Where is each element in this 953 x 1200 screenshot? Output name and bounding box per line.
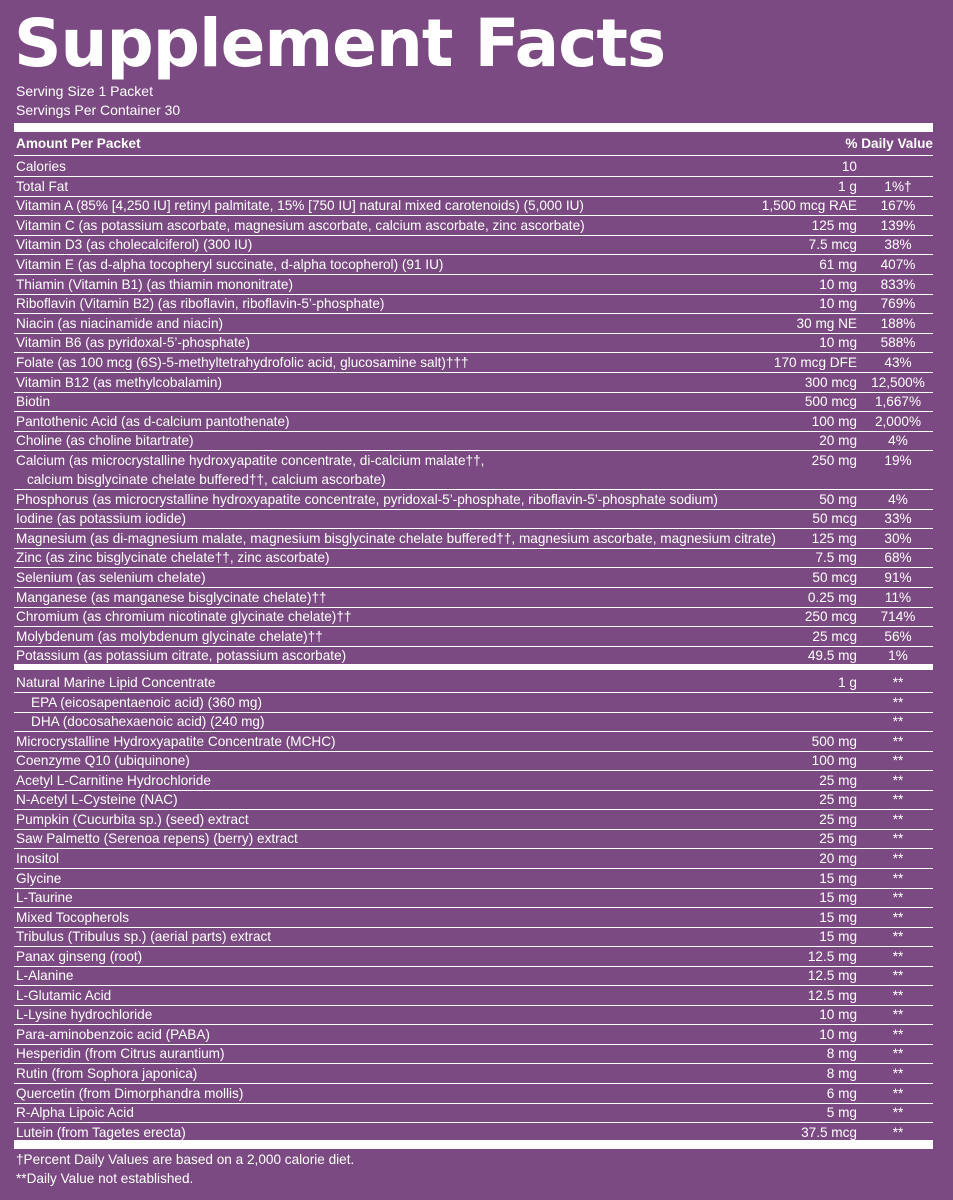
ingredient-name: Coenzyme Q10 (ubiquinone) xyxy=(16,753,190,769)
table-row xyxy=(16,1025,933,1044)
ingredient-amount: 25 mg xyxy=(819,772,857,788)
ingredient-name: EPA (eicosapentaenoic acid) (360 mg) xyxy=(31,694,262,710)
ingredient-name: Phosphorus (as microcrystalline hydroxyapatite concentrate, pyridoxal-5’-phosphate, riboflavin-5’-phosphate sodium) xyxy=(16,491,718,507)
table-row xyxy=(16,646,933,665)
ingredient-name-continued: calcium bisglycinate chelate buffered††, calcium ascorbate) xyxy=(27,472,386,487)
ingredient-amount: 10 mg xyxy=(819,296,857,312)
ingredient-amount: 25 mg xyxy=(819,792,857,808)
table-row xyxy=(16,255,933,274)
ingredient-name: Vitamin B6 (as pyridoxal-5’-phosphate) xyxy=(16,335,250,351)
ingredient-name: Tribulus (Tribulus sp.) (aerial parts) extract xyxy=(16,929,272,945)
thick-divider xyxy=(14,123,933,132)
ingredient-name: Hesperidin (from Citrus aurantium) xyxy=(16,1046,225,1062)
table-row xyxy=(16,1084,933,1103)
table-row xyxy=(16,810,933,829)
ingredient-name: Potassium (as potassium citrate, potassium ascorbate) xyxy=(16,648,347,664)
table-row xyxy=(16,1103,933,1122)
ingredient-name: Vitamin E (as d-alpha tocopheryl succinate, d-alpha tocopherol) (91 IU) xyxy=(16,257,444,272)
table-row xyxy=(16,732,933,751)
ingredient-daily-value: 769% xyxy=(880,296,916,312)
table-row xyxy=(16,373,933,392)
ingredient-daily-value: 1,667% xyxy=(874,394,922,410)
ingredient-amount: 61 mg xyxy=(819,257,857,272)
ingredient-name: Chromium (as chromium nicotinate glycinate chelate)†† xyxy=(16,609,352,625)
table-row xyxy=(16,986,933,1005)
ingredient-daily-value: ** xyxy=(892,1026,904,1042)
table-row xyxy=(16,275,933,294)
ingredient-amount: 6 mg xyxy=(826,1085,857,1101)
ingredient-amount: 20 mg xyxy=(819,850,857,866)
ingredient-daily-value: 407% xyxy=(880,257,916,272)
table-row xyxy=(16,869,933,888)
ingredient-daily-value: 833% xyxy=(880,276,916,292)
ingredient-daily-value: ** xyxy=(892,929,904,945)
ingredient-name: Inositol xyxy=(16,850,60,866)
ingredient-daily-value: ** xyxy=(892,1007,904,1023)
ingredient-name: Riboflavin (Vitamin B2) (as riboflavin, riboflavin-5’-phosphate) xyxy=(16,296,385,312)
ingredient-name: Selenium (as selenium chelate) xyxy=(16,570,206,585)
ingredient-daily-value: ** xyxy=(892,675,904,690)
ingredient-daily-value: ** xyxy=(892,1046,904,1062)
ingredient-daily-value: 2,000% xyxy=(874,413,922,429)
ingredient-daily-value: ** xyxy=(892,1066,904,1081)
ingredient-amount: 500 mg xyxy=(811,733,857,749)
ingredient-amount: 125 mg xyxy=(811,217,857,233)
ingredient-amount: 12.5 mg xyxy=(807,968,857,984)
ingredient-amount: 10 mg xyxy=(819,335,857,351)
ingredient-amount: 100 mg xyxy=(811,413,857,429)
ingredient-name: L-Lysine hydrochloride xyxy=(16,1007,153,1023)
ingredient-daily-value: ** xyxy=(892,753,904,769)
ingredient-name: Calcium (as microcrystalline hydroxyapatite concentrate, di-calcium malate††, xyxy=(16,453,485,468)
header-divider xyxy=(14,155,933,156)
ingredient-amount: 20 mg xyxy=(819,433,857,449)
ingredient-name: Rutin (from Sophora japonica) xyxy=(16,1066,198,1081)
ingredient-amount: 0.25 mg xyxy=(807,589,857,605)
ingredient-amount: 170 mcg DFE xyxy=(773,355,857,370)
ingredient-amount: 250 mg xyxy=(811,453,857,468)
ingredient-amount: 10 mg xyxy=(819,1026,857,1042)
ingredient-daily-value: 11% xyxy=(884,589,912,605)
ingredient-daily-value: 4% xyxy=(888,433,908,449)
table-row xyxy=(16,627,933,646)
table-row xyxy=(16,568,933,587)
ingredient-name: Magnesium (as di-magnesium malate, magnesium bisglycinate chelate buffered††, magnesium ascorbate, magnesium citrate) xyxy=(16,530,776,546)
section-divider xyxy=(14,664,933,670)
ingredient-amount: 15 mg xyxy=(819,870,857,886)
table-row xyxy=(16,966,933,985)
ingredient-amount: 12.5 mg xyxy=(807,948,857,964)
ingredient-name: Pantothenic Acid (as d-calcium pantothenate) xyxy=(16,413,290,429)
panel-title: Supplement Facts xyxy=(14,5,666,82)
table-row xyxy=(16,908,933,927)
ingredient-daily-value: 139% xyxy=(880,217,916,233)
ingredient-amount: 125 mg xyxy=(811,530,857,546)
amount-header: Amount Per Packet xyxy=(16,136,141,151)
ingredient-name: Zinc (as zinc bisglycinate chelate††, zinc ascorbate) xyxy=(16,550,330,566)
ingredient-amount: 30 mg NE xyxy=(796,315,857,331)
ingredient-name: Acetyl L-Carnitine Hydrochloride xyxy=(16,772,211,788)
ingredient-name: Para-aminobenzoic acid (PABA) xyxy=(16,1026,210,1042)
ingredient-name: Biotin xyxy=(16,394,51,410)
ingredient-amount: 10 mg xyxy=(819,276,857,292)
table-row xyxy=(16,607,933,626)
ingredient-name: Iodine (as potassium iodide) xyxy=(16,511,187,527)
table-row xyxy=(16,829,933,848)
table-row xyxy=(16,157,933,176)
table-row xyxy=(16,490,933,509)
bottom-divider xyxy=(14,1140,933,1149)
table-row xyxy=(16,216,933,235)
ingredient-daily-value: ** xyxy=(892,733,904,749)
ingredient-name: Lutein (from Tagetes erecta) xyxy=(16,1124,186,1140)
ingredient-amount: 12.5 mg xyxy=(807,987,857,1003)
ingredient-daily-value: 68% xyxy=(884,550,912,566)
table-row xyxy=(16,927,933,946)
ingredient-amount: 15 mg xyxy=(819,909,857,925)
ingredient-daily-value: ** xyxy=(892,870,904,886)
footnote-not-established: **Daily Value not established. xyxy=(16,1171,194,1186)
ingredient-daily-value: ** xyxy=(892,909,904,925)
ingredient-daily-value: 167% xyxy=(880,198,916,214)
ingredient-name: Molybdenum (as molybdenum glycinate chelate)†† xyxy=(16,628,323,644)
daily-value-header: % Daily Value xyxy=(845,136,933,151)
ingredient-amount: 1,500 mcg RAE xyxy=(761,198,857,214)
ingredient-amount: 300 mcg xyxy=(804,374,857,390)
ingredient-amount: 250 mcg xyxy=(804,609,857,625)
ingredient-amount: 50 mcg xyxy=(812,511,857,527)
ingredient-amount: 500 mcg xyxy=(804,394,857,410)
ingredient-amount: 25 mcg xyxy=(812,628,857,644)
ingredient-daily-value: ** xyxy=(892,772,904,788)
ingredient-daily-value: 56% xyxy=(884,628,912,644)
ingredient-daily-value: ** xyxy=(892,1124,904,1140)
ingredient-amount: 50 mg xyxy=(819,491,857,507)
table-row xyxy=(16,888,933,907)
ingredient-amount: 100 mg xyxy=(811,753,857,769)
serving-size: Serving Size 1 Packet xyxy=(16,83,153,99)
table-row xyxy=(16,1123,933,1142)
table-row xyxy=(16,548,933,567)
ingredient-amount: 8 mg xyxy=(826,1066,857,1081)
table-row xyxy=(16,1064,933,1083)
ingredient-daily-value: 1% xyxy=(888,648,908,664)
ingredient-daily-value: 30% xyxy=(884,530,912,546)
ingredient-daily-value: ** xyxy=(892,850,904,866)
table-row xyxy=(16,353,933,372)
ingredient-name: Niacin (as niacinamide and niacin) xyxy=(16,315,224,331)
ingredient-daily-value: ** xyxy=(892,948,904,964)
ingredient-daily-value: ** xyxy=(892,890,904,906)
table-row xyxy=(16,333,933,352)
ingredient-daily-value: ** xyxy=(892,714,904,730)
ingredient-name: L-Alanine xyxy=(16,968,74,984)
ingredient-name: Saw Palmetto (Serenoa repens) (berry) extract xyxy=(16,831,298,847)
ingredient-amount: 10 mg xyxy=(819,1007,857,1023)
ingredient-amount: 1 g xyxy=(838,178,857,194)
ingredient-name: N-Acetyl L-Cysteine (NAC) xyxy=(16,792,178,808)
table-row xyxy=(16,451,933,489)
ingredient-name: Pumpkin (Cucurbita sp.) (seed) extract xyxy=(16,811,249,827)
ingredient-daily-value: ** xyxy=(892,1085,904,1101)
table-row xyxy=(16,314,933,333)
table-row xyxy=(16,693,933,712)
table-row xyxy=(16,294,933,313)
table-row xyxy=(16,588,933,607)
footnote-daily-values: †Percent Daily Values are based on a 2,000 calorie diet. xyxy=(16,1152,355,1167)
ingredient-name: Mixed Tocopherols xyxy=(16,909,130,925)
table-row xyxy=(16,1044,933,1063)
servings-per-container: Servings Per Container 30 xyxy=(16,102,181,118)
ingredient-name: Manganese (as manganese bisglycinate chelate)†† xyxy=(16,589,327,605)
ingredient-amount: 1 g xyxy=(838,675,857,690)
ingredient-amount: 7.5 mg xyxy=(815,550,857,566)
table-row xyxy=(16,509,933,528)
ingredient-name: Vitamin A (85% [4,250 IU] retinyl palmitate, 15% [750 IU] natural mixed carotenoids) (5,000 IU) xyxy=(16,198,584,214)
ingredient-name: Total Fat xyxy=(16,178,69,194)
ingredient-daily-value: 188% xyxy=(880,315,916,331)
table-row xyxy=(16,235,933,254)
ingredient-amount: 10 xyxy=(841,159,857,174)
ingredient-amount: 5 mg xyxy=(826,1105,857,1121)
ingredient-daily-value: 38% xyxy=(884,237,912,253)
table-row xyxy=(16,771,933,790)
table-row xyxy=(16,1005,933,1024)
table-row xyxy=(16,712,933,731)
ingredient-amount: 49.5 mg xyxy=(807,648,857,664)
ingredient-name: Choline (as choline bitartrate) xyxy=(16,433,194,449)
ingredient-daily-value: ** xyxy=(892,792,904,808)
ingredient-name: Thiamin (Vitamin B1) (as thiamin mononitrate) xyxy=(16,276,294,292)
ingredient-name: Vitamin D3 (as cholecalciferol) (300 IU) xyxy=(16,237,253,253)
ingredient-name: Glycine xyxy=(16,870,62,886)
table-row xyxy=(16,790,933,809)
ingredient-daily-value: ** xyxy=(892,968,904,984)
table-row xyxy=(16,673,933,692)
ingredient-name: Microcrystalline Hydroxyapatite Concentrate (MCHC) xyxy=(16,733,336,749)
ingredient-daily-value: ** xyxy=(892,811,904,827)
ingredient-amount: 15 mg xyxy=(819,929,857,945)
table-row xyxy=(16,849,933,868)
ingredient-name: L-Glutamic Acid xyxy=(16,987,112,1003)
ingredient-daily-value: ** xyxy=(892,694,904,710)
ingredient-amount: 7.5 mcg xyxy=(808,237,857,253)
ingredient-name: R-Alpha Lipoic Acid xyxy=(16,1105,134,1121)
ingredient-name: DHA (docosahexaenoic acid) (240 mg) xyxy=(31,714,265,730)
ingredient-amount: 25 mg xyxy=(819,811,857,827)
table-row xyxy=(16,431,933,450)
ingredient-daily-value: 33% xyxy=(884,511,912,527)
ingredient-daily-value: 91% xyxy=(884,570,912,585)
ingredient-amount: 37.5 mcg xyxy=(801,1124,857,1140)
ingredient-daily-value: 4% xyxy=(888,491,908,507)
ingredient-name: Panax ginseng (root) xyxy=(16,948,143,964)
ingredient-amount: 8 mg xyxy=(826,1046,857,1062)
table-row xyxy=(16,392,933,411)
table-row xyxy=(16,751,933,770)
ingredient-daily-value: ** xyxy=(892,987,904,1003)
ingredient-amount: 25 mg xyxy=(819,831,857,847)
ingredient-name: Quercetin (from Dimorphandra mollis) xyxy=(16,1085,244,1101)
ingredient-daily-value: 43% xyxy=(884,355,912,370)
table-header xyxy=(16,134,933,153)
ingredient-name: Folate (as 100 mcg (6S)-5-methyltetrahydrofolic acid, glucosamine salt)††† xyxy=(16,355,469,370)
ingredient-daily-value: 12,500% xyxy=(871,374,925,390)
table-row xyxy=(16,196,933,215)
ingredient-daily-value: ** xyxy=(892,1105,904,1121)
ingredient-amount: 50 mcg xyxy=(812,570,857,585)
ingredient-name: Calories xyxy=(16,159,66,174)
table-row xyxy=(16,947,933,966)
ingredient-daily-value: 1%† xyxy=(884,178,912,194)
table-row xyxy=(16,177,933,196)
ingredient-amount: 15 mg xyxy=(819,890,857,906)
table-row xyxy=(16,529,933,548)
ingredient-daily-value: ** xyxy=(892,831,904,847)
table-row xyxy=(16,412,933,431)
ingredient-daily-value: 588% xyxy=(880,335,916,351)
ingredient-daily-value: 19% xyxy=(884,453,912,468)
ingredient-daily-value: 714% xyxy=(880,609,916,625)
ingredient-name: L-Taurine xyxy=(16,890,73,906)
ingredient-name: Natural Marine Lipid Concentrate xyxy=(16,675,216,690)
ingredient-name: Vitamin B12 (as methylcobalamin) xyxy=(16,374,223,390)
ingredient-name: Vitamin C (as potassium ascorbate, magnesium ascorbate, calcium ascorbate, zinc ascorbate) xyxy=(16,217,585,233)
